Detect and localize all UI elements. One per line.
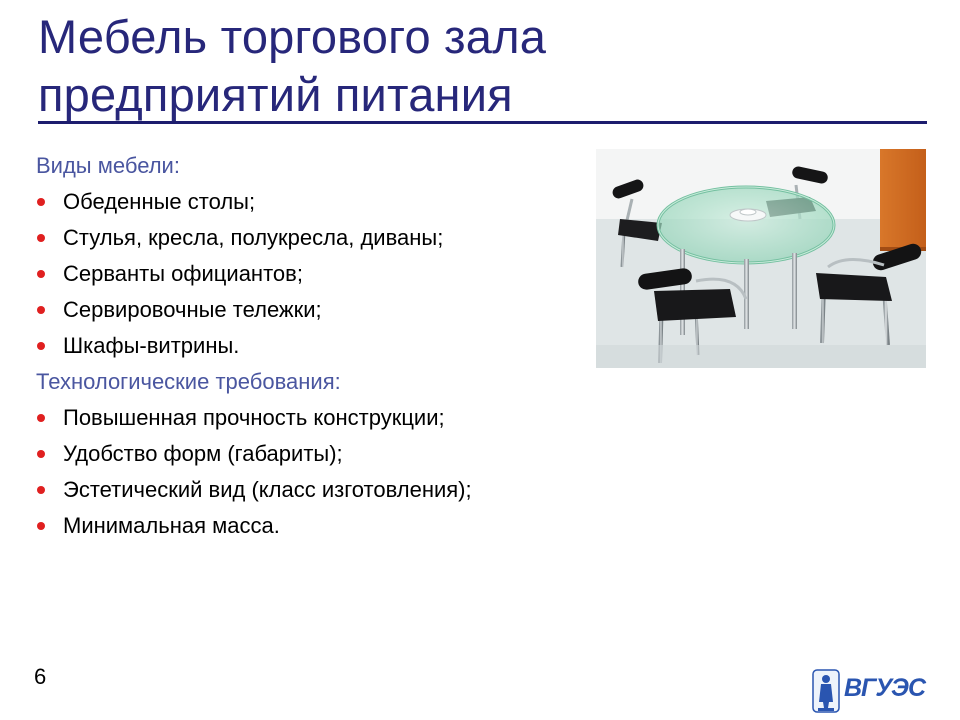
bullet-icon [37, 522, 45, 530]
glass-table-chairs-illustration [596, 149, 926, 368]
list-item-text: Минимальная масса. [63, 513, 280, 538]
list-item-text: Эстетический вид (класс изготовления); [63, 477, 472, 502]
list-item [36, 472, 596, 508]
list-item-text: Повышенная прочность конструкции; [63, 405, 445, 430]
slide-title-line-1: Мебель торгового зала [38, 10, 547, 63]
bullet-icon [37, 414, 45, 422]
list-item-text: Серванты официантов; [63, 261, 303, 286]
furniture-photo [596, 149, 926, 368]
slide-title [38, 8, 928, 124]
list-item-text: Сервировочные тележки; [63, 297, 322, 322]
list-item [36, 220, 596, 256]
slide-title-line-2: предприятий питания [38, 68, 513, 121]
list-item [36, 328, 596, 364]
title-underline [38, 121, 927, 124]
technical-requirements-list [36, 400, 596, 544]
list-item-text: Обеденные столы; [63, 189, 256, 214]
statue-emblem-icon [812, 668, 840, 714]
list-item [36, 400, 596, 436]
bullet-icon [37, 234, 45, 242]
bullet-icon [37, 270, 45, 278]
university-logo [812, 668, 924, 714]
list-item-text: Шкафы-витрины. [63, 333, 240, 358]
logo-text: ВГУЭС [844, 674, 926, 702]
bullet-icon [37, 486, 45, 494]
bullet-icon [37, 306, 45, 314]
bullet-icon [37, 342, 45, 350]
bullet-icon [37, 450, 45, 458]
section-heading-technical-requirements: Технологические требования: [36, 369, 341, 394]
list-item [36, 292, 596, 328]
list-item-text: Удобство форм (габариты); [63, 441, 343, 466]
slide-body [36, 148, 596, 544]
page-number: 6 [34, 664, 47, 689]
list-item [36, 256, 596, 292]
bullet-icon [37, 198, 45, 206]
list-item [36, 508, 596, 544]
section-heading-furniture-types: Виды мебели: [36, 153, 180, 178]
list-item-text: Стулья, кресла, полукресла, диваны; [63, 225, 444, 250]
furniture-types-list [36, 184, 596, 364]
list-item [36, 184, 596, 220]
list-item [36, 436, 596, 472]
